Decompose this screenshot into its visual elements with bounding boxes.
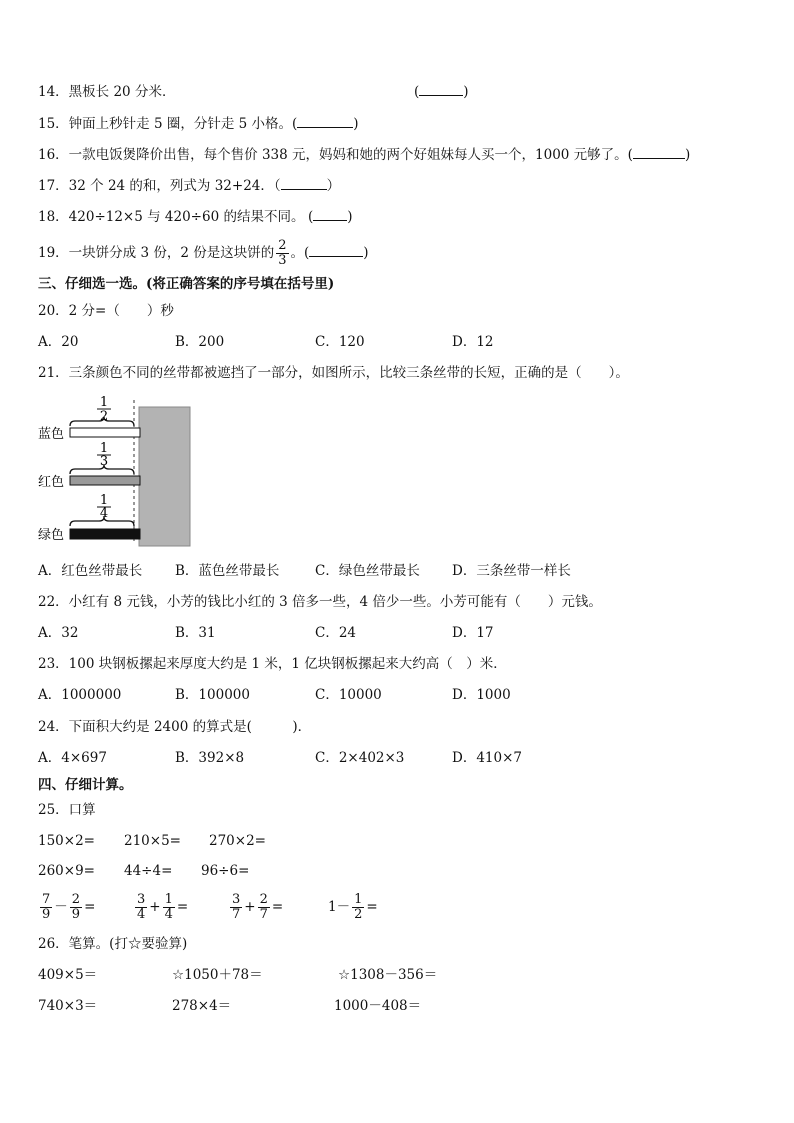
question-14	[38, 83, 175, 101]
calc-item: 150×2=	[38, 833, 95, 849]
calc-item: 270×2=	[209, 833, 266, 849]
answer-paren-14[interactable]: ( )	[414, 84, 469, 100]
question-19: 19．一块饼分成 3 份，2 份是这块饼的 $\frac{2}{3}$ 。( )	[38, 238, 369, 268]
ribbon-green	[70, 529, 140, 539]
option-d[interactable]: D．17	[452, 625, 494, 641]
option-b[interactable]: B．392×8	[175, 750, 245, 766]
question-15: 15．钟面上秒针走 5 圈，分针走 5 小格。( )	[38, 116, 359, 132]
section-title-4: 四、仔细计算。	[38, 777, 133, 793]
question-text: 15．钟面上秒针走 5 圈，分针走 5 小格。(	[38, 116, 298, 132]
option-c[interactable]: C．2×402×3	[315, 750, 405, 766]
question-21: 21．三条颜色不同的丝带都被遮挡了一部分，如图所示，比较三条丝带的长短，正确的是（ ）。	[38, 365, 629, 381]
fraction: $\frac{2}{3}$	[278, 238, 287, 268]
calc-item: 96÷6=	[201, 863, 250, 879]
calc-item: 409×5＝	[38, 967, 98, 983]
cover-block	[139, 407, 190, 546]
option-b[interactable]: B．31	[175, 625, 216, 641]
calc-item: ☆1050＋78＝	[172, 967, 263, 983]
option-c[interactable]: C．10000	[315, 687, 382, 703]
option-b[interactable]: B．200	[175, 334, 225, 350]
question-22: 22．小红有 8 元钱，小芳的钱比小红的 3 倍多一些，4 倍少一些。小芳可能有（ ）元钱。	[38, 594, 602, 610]
question-26-title: 26．笔算。(打☆要验算)	[38, 936, 188, 952]
calc-item: 44÷4=	[124, 863, 173, 879]
question-text: 19．一块饼分成 3 份，2 份是这块饼的	[38, 245, 275, 261]
question-20: 20．2 分=（ ）秒	[38, 303, 174, 319]
answer-blank[interactable]	[633, 146, 685, 159]
ribbon-label-green: 绿色	[38, 528, 65, 543]
ribbon-label-red: 红色	[38, 475, 65, 490]
question-24: 24．下面积大约是 2400 的算式是( )．	[38, 719, 312, 735]
fraction-calc-item: 1－ $\frac{1}{2}$ =	[328, 892, 378, 922]
fraction-den-blue: 2	[99, 409, 109, 424]
fraction-num-red: 1	[99, 441, 109, 456]
answer-blank[interactable]	[313, 208, 347, 221]
answer-blank[interactable]	[281, 177, 327, 190]
ribbon-figure	[36, 392, 196, 550]
fraction-num-blue: 1	[99, 395, 109, 410]
fraction-calc-item: $\frac{3}{7}$ + $\frac{2}{7}$ =	[232, 892, 284, 922]
question-text: 16．一款电饭煲降价出售，每个售价 338 元，妈妈和她的两个好姐妹每人买一个，1000 元够了。(	[38, 147, 633, 163]
section-title-3: 三、仔细选一选。(将正确答案的序号填在括号里)	[38, 276, 335, 292]
calc-item: 260×9=	[38, 863, 95, 879]
fraction-den-red: 3	[99, 454, 109, 469]
ribbon-blue	[70, 428, 140, 437]
fraction-den-green: 4	[99, 506, 109, 521]
answer-blank[interactable]	[419, 83, 463, 96]
option-b[interactable]: B．蓝色丝带最长	[175, 563, 280, 579]
option-d[interactable]: D．12	[452, 334, 494, 350]
ribbon-label-blue: 蓝色	[38, 427, 65, 442]
calc-item: 210×5=	[124, 833, 181, 849]
fraction-num-green: 1	[99, 493, 109, 508]
option-c[interactable]: C．24	[315, 625, 357, 641]
question-25-title: 25．口算	[38, 802, 96, 818]
option-a[interactable]: A．1000000	[38, 687, 122, 703]
question-18	[38, 208, 304, 226]
question-16: 16．一款电饭煲降价出售，每个售价 338 元，妈妈和她的两个好姐妹每人买一个，1000 元够了。( )	[38, 147, 691, 163]
calc-item: 278×4＝	[172, 998, 232, 1014]
option-c[interactable]: C．120	[315, 334, 365, 350]
option-d[interactable]: D．1000	[452, 687, 511, 703]
fraction-calc-item: $\frac{7}{9}$ － $\frac{2}{9}$ =	[42, 892, 96, 922]
option-a[interactable]: A．4×697	[38, 750, 107, 766]
question-text: 18．420÷12×5 与 420÷60 的结果不同。	[38, 209, 305, 225]
answer-paren-18[interactable]: ( )	[308, 209, 353, 225]
calc-item: 1000－408＝	[334, 998, 422, 1014]
option-a[interactable]: A．红色丝带最长	[38, 563, 143, 579]
question-text: 17．32 个 24 的和，列式为 32+24．（	[38, 178, 281, 194]
calc-item: 740×3＝	[38, 998, 98, 1014]
calc-item: ☆1308－356＝	[338, 967, 438, 983]
answer-blank[interactable]	[309, 244, 363, 257]
option-a[interactable]: A．32	[38, 625, 79, 641]
question-17: 17．32 个 24 的和，列式为 32+24．（ ）	[38, 178, 341, 194]
option-c[interactable]: C．绿色丝带最长	[315, 563, 420, 579]
option-b[interactable]: B．100000	[175, 687, 250, 703]
answer-blank[interactable]	[297, 115, 353, 128]
question-23: 23．100 块钢板摞起来厚度大约是 1 米，1 亿块钢板摞起来大约高（ ）米．	[38, 656, 507, 672]
ribbon-red	[70, 476, 140, 485]
question-text: 14．黑板长 20 分米．	[38, 84, 176, 100]
fraction-calc-item: $\frac{3}{4}$ + $\frac{1}{4}$ =	[137, 892, 189, 922]
option-a[interactable]: A．20	[38, 334, 79, 350]
option-d[interactable]: D．410×7	[452, 750, 522, 766]
option-d[interactable]: D．三条丝带一样长	[452, 563, 571, 579]
